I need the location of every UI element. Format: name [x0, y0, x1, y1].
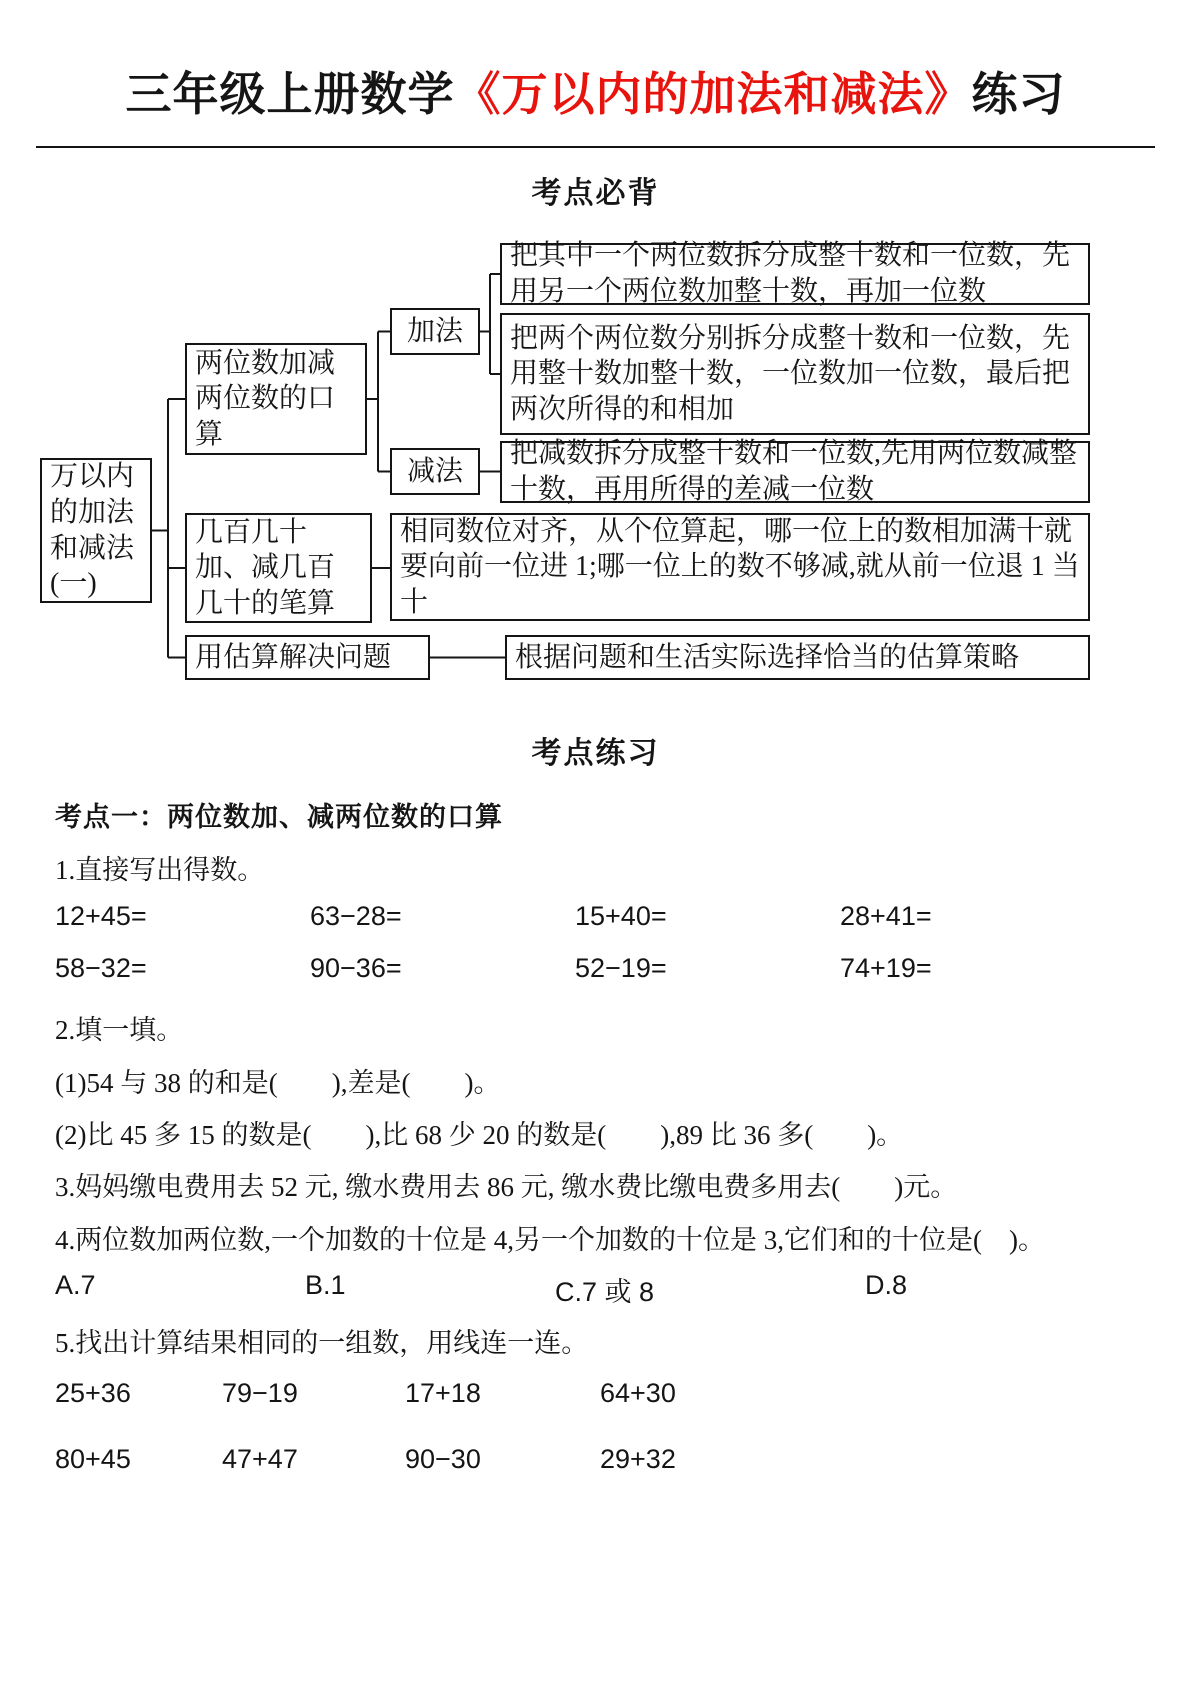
concept-map: [40, 240, 1090, 685]
question-4-text: 4.两位数加两位数,一个加数的十位是 4,另一个加数的十位是 3,它们和的十位是( )。: [55, 1225, 1045, 1255]
section-heading-practice: 考点练习: [531, 737, 660, 770]
diagram-branch-written-box: [185, 513, 372, 623]
option-b: B.1: [305, 1270, 346, 1300]
math-expression: 74+19=: [840, 953, 932, 983]
diagram-estimate-method-box: [505, 635, 1090, 680]
question-1-text: 1.直接写出得数。: [55, 855, 265, 885]
math-expression: 63−28=: [310, 901, 402, 931]
math-expression: 52−19=: [575, 953, 667, 983]
diagram-branch-written-text: 几百几十加、减几百几十的笔算: [195, 516, 336, 619]
diagram-addition-method2-text: 把两个两位数分别拆分成整十数和一位数，先用整十数加整十数，一位数加一位数，最后把两次所得的和相加: [510, 322, 1071, 425]
diagram-addition-method1-text: 把其中一个两位数拆分成整十数和一位数，先用另一个两位数加整十数，再加一位数: [510, 240, 1071, 307]
diagram-subtraction-label-box: [390, 448, 480, 495]
diagram-addition-method1-box: [500, 240, 1090, 307]
diagram-branch-estimate-box: [185, 635, 430, 680]
diagram-root-text: 万以内的加法和减法(一): [50, 461, 135, 600]
diagram-addition-label-box: [390, 308, 480, 355]
title-divider: [36, 146, 1155, 148]
question-5-text: 5.找出计算结果相同的一组数，用线连一连。: [55, 1328, 589, 1358]
diagram-subtraction-label: 减法: [406, 455, 463, 487]
diagram-subtraction-method-box: [500, 438, 1090, 505]
diagram-branch-oral-text: 两位数加减两位数的口算: [195, 347, 336, 450]
question-2-text: 2.填一填。: [55, 1015, 184, 1045]
diagram-addition-label: 加法: [406, 315, 463, 347]
match-expression: 29+32: [600, 1444, 676, 1474]
math-expression: 28+41=: [840, 901, 932, 931]
option-a: A.7: [55, 1270, 96, 1300]
page-title: [0, 58, 1191, 124]
diagram-estimate-method-text: 根据问题和生活实际选择恰当的估算策略: [515, 641, 1020, 673]
title-suffix: 练习: [971, 69, 1066, 120]
match-expression: 90−30: [405, 1444, 481, 1474]
math-expression: 15+40=: [575, 901, 667, 931]
question-3-text: 3.妈妈缴电费用去 52 元, 缴水费用去 86 元, 缴水费比缴电费多用去( )元。: [55, 1172, 958, 1202]
match-expression: 79−19: [222, 1378, 298, 1408]
match-expression: 80+45: [55, 1444, 131, 1474]
option-c: C.7 或 8: [555, 1277, 655, 1307]
section-heading-must-memorize: 考点必背: [531, 177, 660, 210]
title-highlight: 《万以内的加法和减法》: [454, 69, 972, 120]
diagram-addition-method2-box: [500, 313, 1090, 435]
diagram-written-method-text: 相同数位对齐，从个位算起，哪一位上的数相加满十就要向前一位进 1;哪一位上的数不够减,就从前一位退 1 当十: [400, 515, 1080, 618]
diagram-subtraction-method-text: 把减数拆分成整十数和一位数,先用两位数减整十数，再用所得的差减一位数: [510, 438, 1078, 505]
option-d: D.8: [865, 1270, 908, 1300]
question-2-sub1: (1)54 与 38 的和是( ),差是( )。: [55, 1068, 501, 1098]
match-expression: 64+30: [600, 1378, 676, 1408]
math-expression: 58−32=: [55, 953, 147, 983]
match-expression: 47+47: [222, 1444, 298, 1474]
question-2-sub2: (2)比 45 多 15 的数是( ),比 68 少 20 的数是( ),89 比 36 多( )。: [55, 1120, 904, 1150]
diagram-branch-estimate-text: 用估算解决问题: [195, 641, 392, 673]
math-expression: 12+45=: [55, 901, 147, 931]
diagram-written-method-box: [390, 513, 1090, 621]
math-expression: 90−36=: [310, 953, 402, 983]
topic-1-heading: 考点一：两位数加、减两位数的口算: [55, 802, 503, 832]
diagram-branch-oral-box: [185, 343, 367, 455]
diagram-root-box: [40, 458, 152, 603]
match-expression: 25+36: [55, 1378, 131, 1408]
match-expression: 17+18: [405, 1378, 481, 1408]
title-prefix: 三年级上册数学: [125, 69, 455, 120]
